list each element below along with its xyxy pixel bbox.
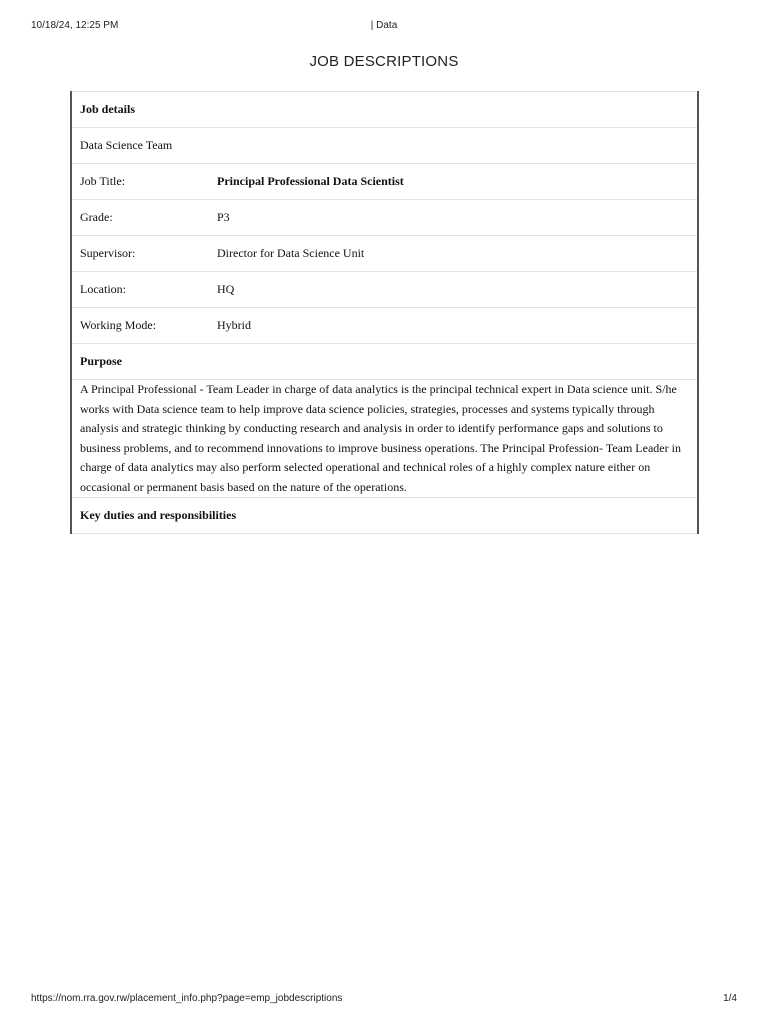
grade-value: P3 bbox=[209, 200, 698, 236]
table-row bbox=[71, 92, 698, 128]
print-header bbox=[0, 20, 768, 34]
job-title-value: Principal Professional Data Scientist bbox=[209, 164, 698, 200]
table-row bbox=[71, 164, 698, 200]
page-number: 1/4 bbox=[723, 993, 737, 1004]
table-row bbox=[71, 236, 698, 272]
job-title-label: Job Title: bbox=[71, 164, 209, 200]
table-row bbox=[71, 128, 698, 164]
page-title: JOB DESCRIPTIONS bbox=[309, 53, 459, 70]
working-mode-value: Hybrid bbox=[209, 308, 698, 344]
job-description-table bbox=[70, 91, 699, 534]
supervisor-label: Supervisor: bbox=[71, 236, 209, 272]
purpose-heading: Purpose bbox=[71, 344, 698, 380]
print-datetime: 10/18/24, 12:25 PM bbox=[31, 20, 119, 31]
duties-heading: Key duties and responsibilities bbox=[71, 498, 698, 534]
table-row bbox=[71, 272, 698, 308]
table-row bbox=[71, 200, 698, 236]
table-row bbox=[71, 308, 698, 344]
location-label: Location: bbox=[71, 272, 209, 308]
job-details-heading: Job details bbox=[71, 92, 698, 128]
table-row bbox=[71, 344, 698, 380]
print-url: https://nom.rra.gov.rw/placement_info.php?page=emp_jobdescriptions bbox=[31, 993, 343, 1004]
print-document-title: | Data bbox=[370, 20, 398, 31]
table-row bbox=[71, 380, 698, 498]
location-value: HQ bbox=[209, 272, 698, 308]
working-mode-label: Working Mode: bbox=[71, 308, 209, 344]
grade-label: Grade: bbox=[71, 200, 209, 236]
purpose-text: A Principal Professional - Team Leader in charge of data analytics is the principal technical expert in Data science unit. S/he works with Data science team to help improve data science policies, strategies, processes and systems typically through analysis and strategic thinking by conducting research and analysis in order to identify performance gaps and solutions to business problems, and to recommend innovations to improve business operations. The Principal Profession- Team Leader in charge of data analytics may also perform selected operational and technical roles of a highly complex nature either on occasional or permanent basis based on the nature of the operations. bbox=[71, 380, 698, 498]
table-row bbox=[71, 498, 698, 534]
team-name: Data Science Team bbox=[71, 128, 698, 164]
supervisor-value: Director for Data Science Unit bbox=[209, 236, 698, 272]
print-footer bbox=[0, 993, 768, 1007]
